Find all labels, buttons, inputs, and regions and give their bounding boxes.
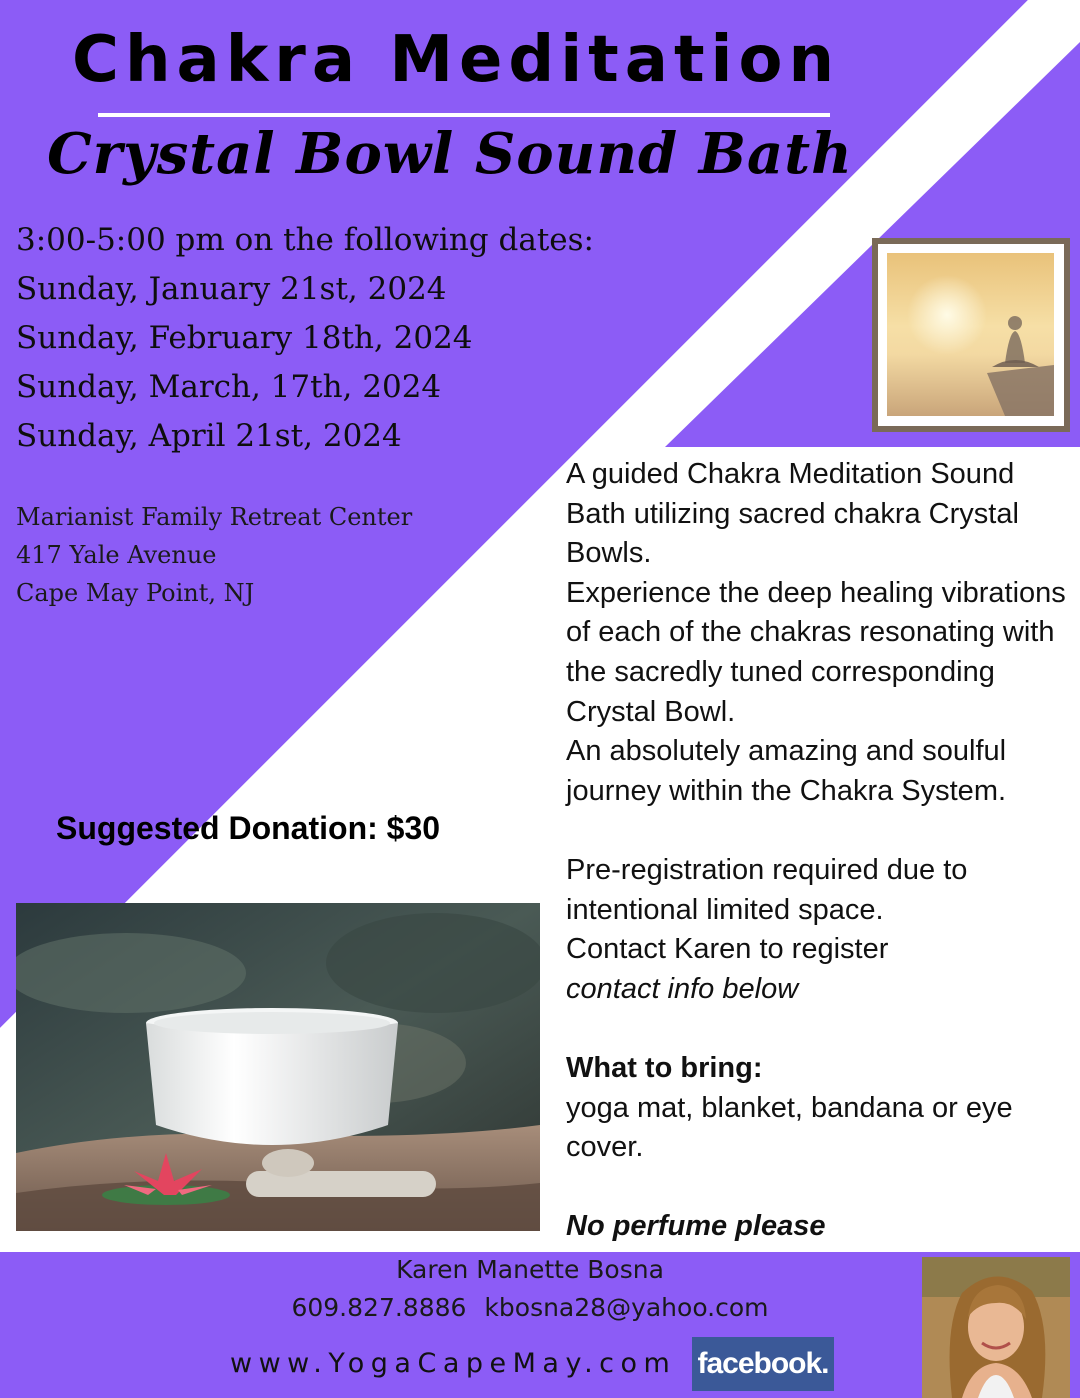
- page-title: Chakra Meditation: [72, 23, 840, 97]
- schedule-date: Sunday, January 21st, 2024: [16, 271, 447, 307]
- contact-name: Karen Manette Bosna: [396, 1255, 664, 1284]
- preregistration-note: Pre-registration required due to intentional limited space.: [566, 853, 968, 926]
- meditation-silhouette-image: [887, 253, 1054, 416]
- spacer: [566, 1009, 1080, 1049]
- website-link[interactable]: www.YogaCapeMay.com: [230, 1348, 677, 1379]
- instructor-portrait-image: [922, 1257, 1070, 1398]
- spacer: [566, 1168, 1080, 1208]
- venue-address: [16, 498, 412, 612]
- description-intro: A guided Chakra Meditation Sound Bath utilizing sacred chakra Crystal Bowls.: [566, 458, 1019, 570]
- meditation-photo-frame: [872, 238, 1070, 432]
- bring-heading: What to bring:: [566, 1051, 763, 1084]
- contact-phone: 609.827.8886: [291, 1293, 467, 1322]
- suggested-donation: Suggested Donation: $30: [56, 810, 441, 846]
- contact-email[interactable]: kbosna28@yahoo.com: [484, 1293, 769, 1322]
- bring-items: yoga mat, blanket, bandana or eye cover.: [566, 1091, 1013, 1164]
- contact-line: Contact Karen to register: [566, 933, 889, 966]
- venue-name: Marianist Family Retreat Center: [16, 503, 413, 531]
- page-subtitle: Crystal Bowl Sound Bath: [47, 121, 853, 187]
- spacer: [566, 811, 1080, 851]
- description-journey: An absolutely amazing and soulful journey within the Chakra System.: [566, 735, 1007, 807]
- meditation-photo: [878, 244, 1064, 426]
- schedule-date: Sunday, April 21st, 2024: [16, 418, 402, 454]
- contact-phone-email: [0, 1293, 1060, 1322]
- schedule-date: Sunday, February 18th, 2024: [16, 320, 473, 356]
- perfume-note: No perfume please: [566, 1210, 826, 1243]
- title-divider: [98, 113, 830, 117]
- venue-street: 417 Yale Avenue: [16, 541, 217, 569]
- description-experience: Experience the deep healing vibrations of each of the chakras resonating with the sacredly tuned corresponding Crystal Bowl.: [566, 576, 1066, 728]
- instructor-portrait: [922, 1257, 1070, 1398]
- crystal-bowl-image: [16, 903, 540, 1231]
- crystal-bowl-photo: [16, 903, 540, 1231]
- event-description: [566, 455, 1080, 1247]
- contact-note: contact info below: [566, 972, 799, 1005]
- schedule-list: [16, 216, 594, 461]
- facebook-logo-icon[interactable]: facebook.: [692, 1337, 834, 1391]
- schedule-time: 3:00-5:00 pm on the following dates:: [16, 222, 594, 258]
- schedule-date: Sunday, March, 17th, 2024: [16, 369, 442, 405]
- venue-city: Cape May Point, NJ: [16, 579, 255, 607]
